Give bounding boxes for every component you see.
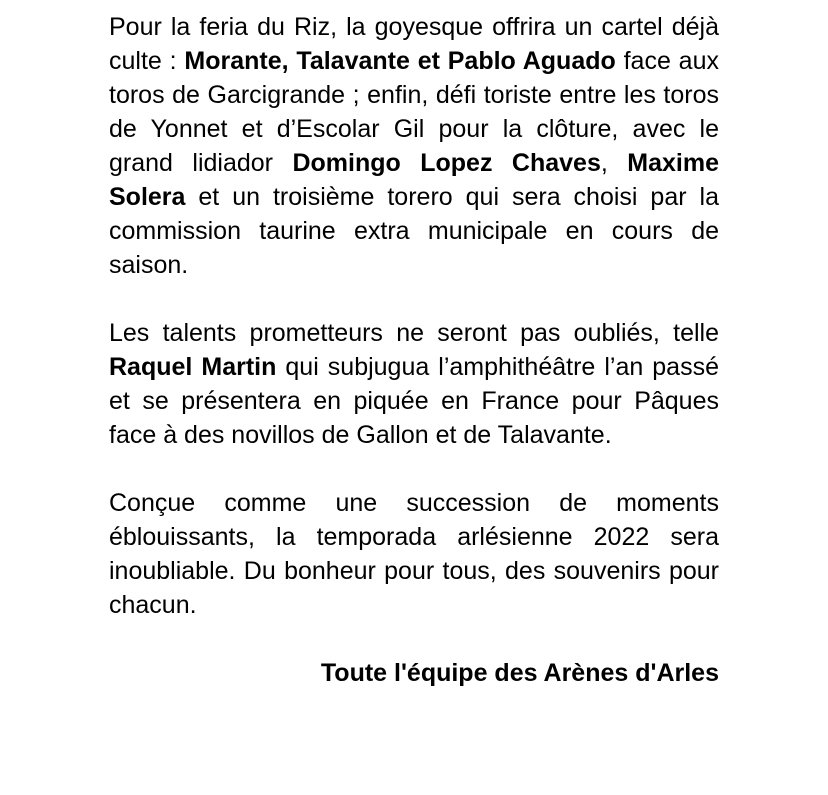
torero-name-maxime-solera: Maxime Solera: [109, 149, 719, 211]
text-segment: qui subjugua l’amphithéâtre l’an passé et se présentera en piquée en France pour Pâques face à des novillos de Gallon et de Talavante.: [109, 353, 719, 449]
text-segment: Pour la feria du Riz, la goyesque offrira un cartel déjà culte :: [109, 13, 719, 75]
torero-name-domingo-lopez-chaves: Domingo Lopez Chaves: [292, 149, 601, 177]
document-body: [109, 10, 719, 690]
text-segment: et un troisième torero qui sera choisi par la commission taurine extra municipale en cours de saison.: [109, 183, 719, 279]
torera-name-raquel-martin: Raquel Martin: [109, 353, 277, 381]
text-segment: Les talents prometteurs ne seront pas oubliés, telle: [109, 319, 719, 347]
text-segment: face aux toros de Garcigrande ; enfin, défi toriste entre les toros de Yonnet et d’Escolar Gil pour la clôture, avec le grand lidiador: [109, 47, 719, 177]
paragraph-temporada-2022: [109, 486, 719, 622]
paragraph-feria-du-riz: [109, 10, 719, 282]
torero-names-morante-talavante-aguado: Morante, Talavante et Pablo Aguado: [184, 47, 616, 75]
text-segment: Conçue comme une succession de moments éblouissants, la temporada arlésienne 2022 sera inoubliable. Du bonheur pour tous, des souvenirs pour chacun.: [109, 489, 719, 619]
paragraph-talents-prometteurs: [109, 316, 719, 452]
text-segment: ,: [600, 149, 628, 177]
signature: Toute l'équipe des Arènes d'Arles: [320, 659, 719, 687]
